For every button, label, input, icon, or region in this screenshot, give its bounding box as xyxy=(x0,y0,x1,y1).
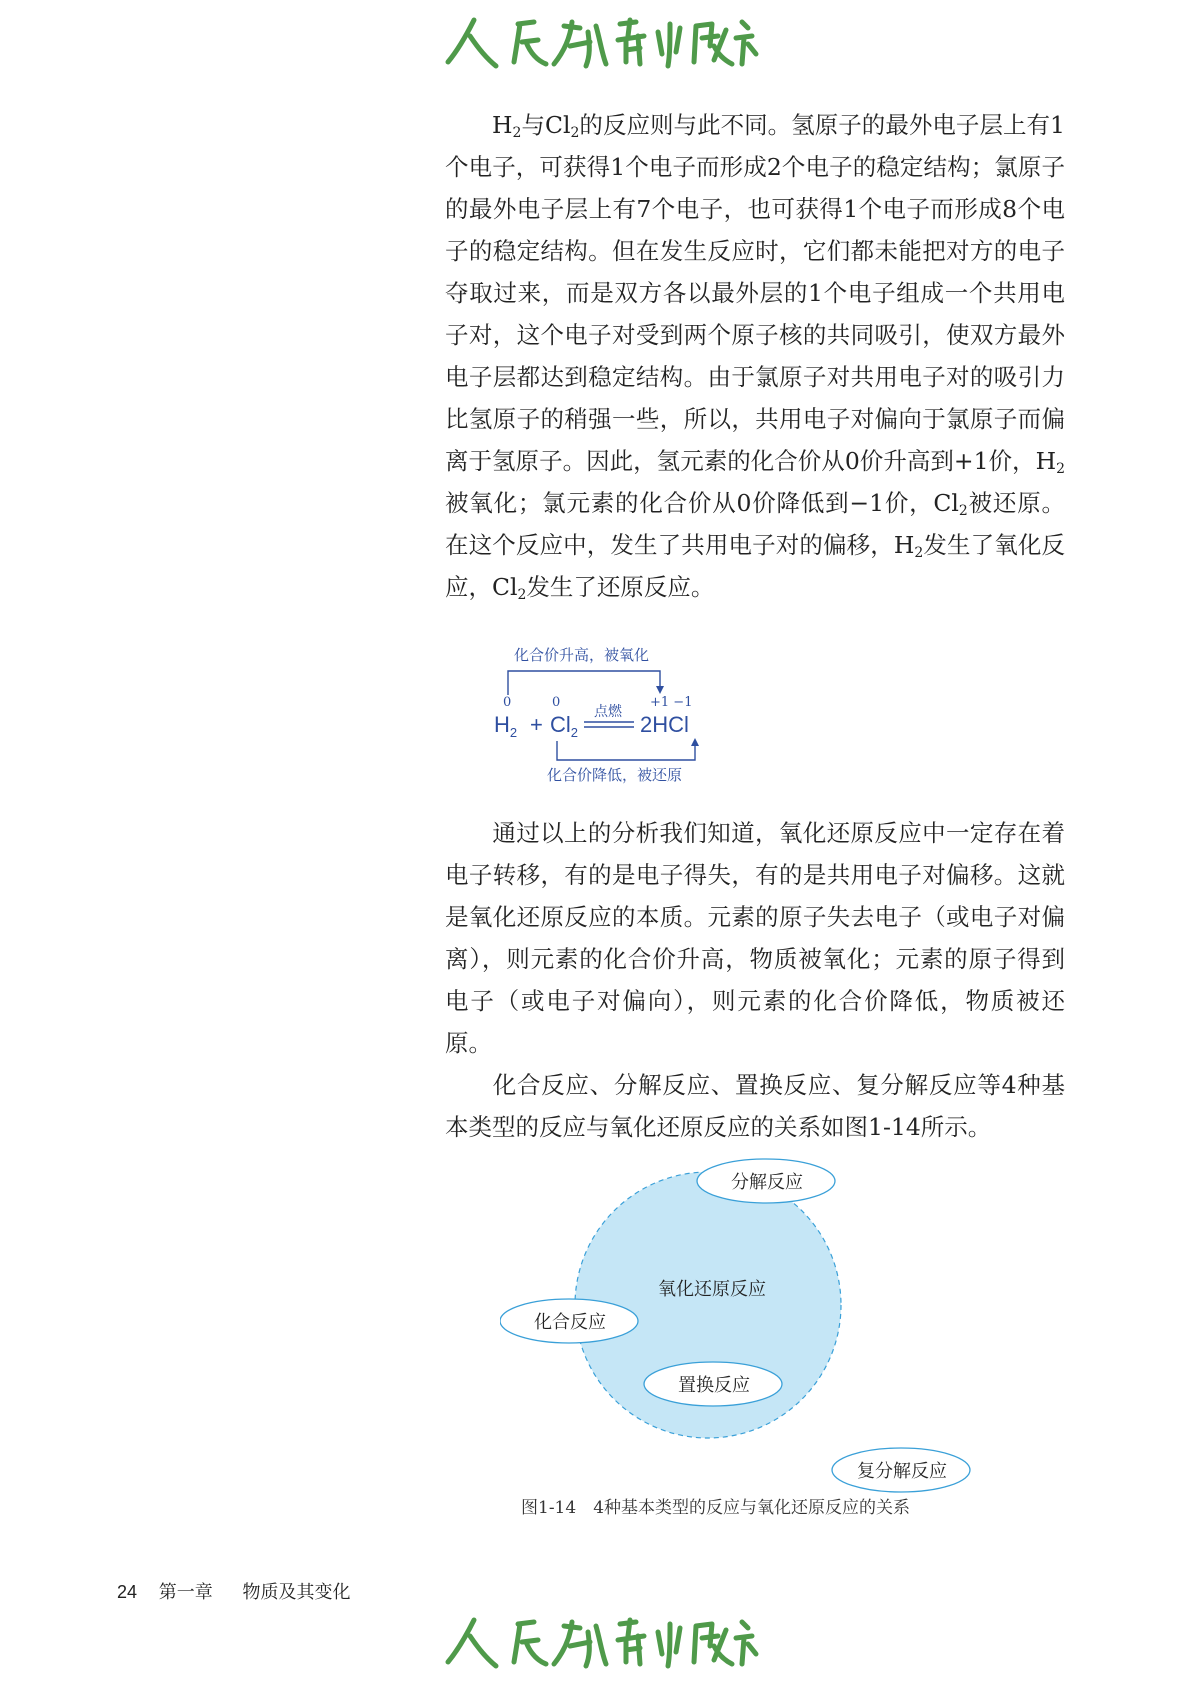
oxidation-number-h: 0 xyxy=(503,695,512,710)
text-run: 通过以上的分析我们知道，氧化还原反应中一定存在着电子转移，有的是电子得失，有的是共用电子对偏移。这就是氧化还原反应的本质。元素的原子失去电子（或电子对偏离），则元素的化合价升高，物质被氧化；元素的原子得到电子（或电子对偏向），则元素的化合价降低，物质被还原。 xyxy=(445,819,1065,1057)
chapter-title: 物质及其变化 xyxy=(242,1582,351,1603)
body-paragraph-3 xyxy=(445,1064,1065,1148)
page-footer xyxy=(117,1578,351,1604)
page-number: 24 xyxy=(117,1582,138,1602)
reaction-relationship-figure xyxy=(500,1155,1000,1500)
oxidation-arrowhead xyxy=(656,686,664,694)
redox-equation-diagram xyxy=(490,640,730,790)
subscript: 2 xyxy=(914,545,924,561)
oxidation-label: 化合价升高，被氧化 xyxy=(514,646,650,664)
text-run: 化合反应、分解反应、置换反应、复分解反应等4种基本类型的反应与氧化还原反应的关系如图1-14所示。 xyxy=(445,1071,1065,1141)
subscript: 2 xyxy=(517,587,527,603)
reduction-bracket xyxy=(557,741,695,760)
displacement-label: 置换反应 xyxy=(678,1375,750,1396)
redox-circle-label: 氧化还原反应 xyxy=(658,1279,766,1300)
text-run: 发生了还原反应。 xyxy=(526,573,715,601)
product-hcl: 2HCl xyxy=(640,712,689,737)
combination-label: 化合反应 xyxy=(534,1312,606,1333)
reduction-label: 化合价降低，被还原 xyxy=(547,766,683,784)
oxidation-bracket xyxy=(508,671,660,695)
chapter-label: 第一章 xyxy=(158,1582,213,1603)
reactant-cl2: $Cl_2$ xyxy=(550,712,579,740)
text-run: H xyxy=(492,111,513,139)
publisher-logo-graphic xyxy=(430,1610,760,1674)
subscript: 2 xyxy=(958,503,968,519)
text-run: 的反应则与此不同。氢原子的最外电子层上有1个电子，可获得1个电子而形成2个电子的稳定结构；氯原子的最外电子层上有7个电子，也可获得1个电子而形成8个电子的稳定结构。但在发生反应时，它们都未能把对方的电子夺取过来，而是双方各以最外层的1个电子组成一个共用电子对，这个电子对受到两个原子核的共同吸引，使双方最外电子层都达到稳定结构。由于氯原子对共用电子对的吸引力比氢原子的稍强一些，所以，共用电子对偏向于氯原子而偏离于氢原子。因此，氢元素的化合价从0价升高到+1价，H xyxy=(445,111,1065,475)
subscript: 2 xyxy=(570,125,580,141)
body-paragraph-2 xyxy=(445,812,1065,1064)
text-run: 被氧化；氯元素的化合价从0价降低到−1价，Cl xyxy=(445,489,959,517)
body-paragraph-1 xyxy=(445,104,1065,608)
text-run: 被还原。在这个反应中，发生了共用电子对的偏移，H xyxy=(445,489,1066,559)
oxidation-number-cl: 0 xyxy=(552,695,561,710)
reactant-h2: $H_2$ xyxy=(494,712,518,740)
plus-sign: + xyxy=(530,712,543,737)
subscript: 2 xyxy=(1056,461,1065,477)
text-run: 发生了氧化反应，Cl xyxy=(445,531,1066,601)
publisher-logo-bottom xyxy=(430,1610,760,1674)
publisher-logo-top xyxy=(430,10,760,74)
publisher-logo-graphic xyxy=(430,10,760,74)
text-run: 与Cl xyxy=(521,111,571,139)
decomposition-label: 分解反应 xyxy=(731,1172,803,1193)
subscript: 2 xyxy=(512,125,522,141)
oxidation-number-product: +1 −1 xyxy=(650,695,693,710)
reduction-arrowhead xyxy=(691,738,699,746)
double-decomposition-label: 复分解反应 xyxy=(857,1461,947,1482)
figure-caption: 图1-14 4种基本类型的反应与氧化还原反应的关系 xyxy=(521,1498,911,1518)
reaction-condition: 点燃 xyxy=(594,704,622,720)
